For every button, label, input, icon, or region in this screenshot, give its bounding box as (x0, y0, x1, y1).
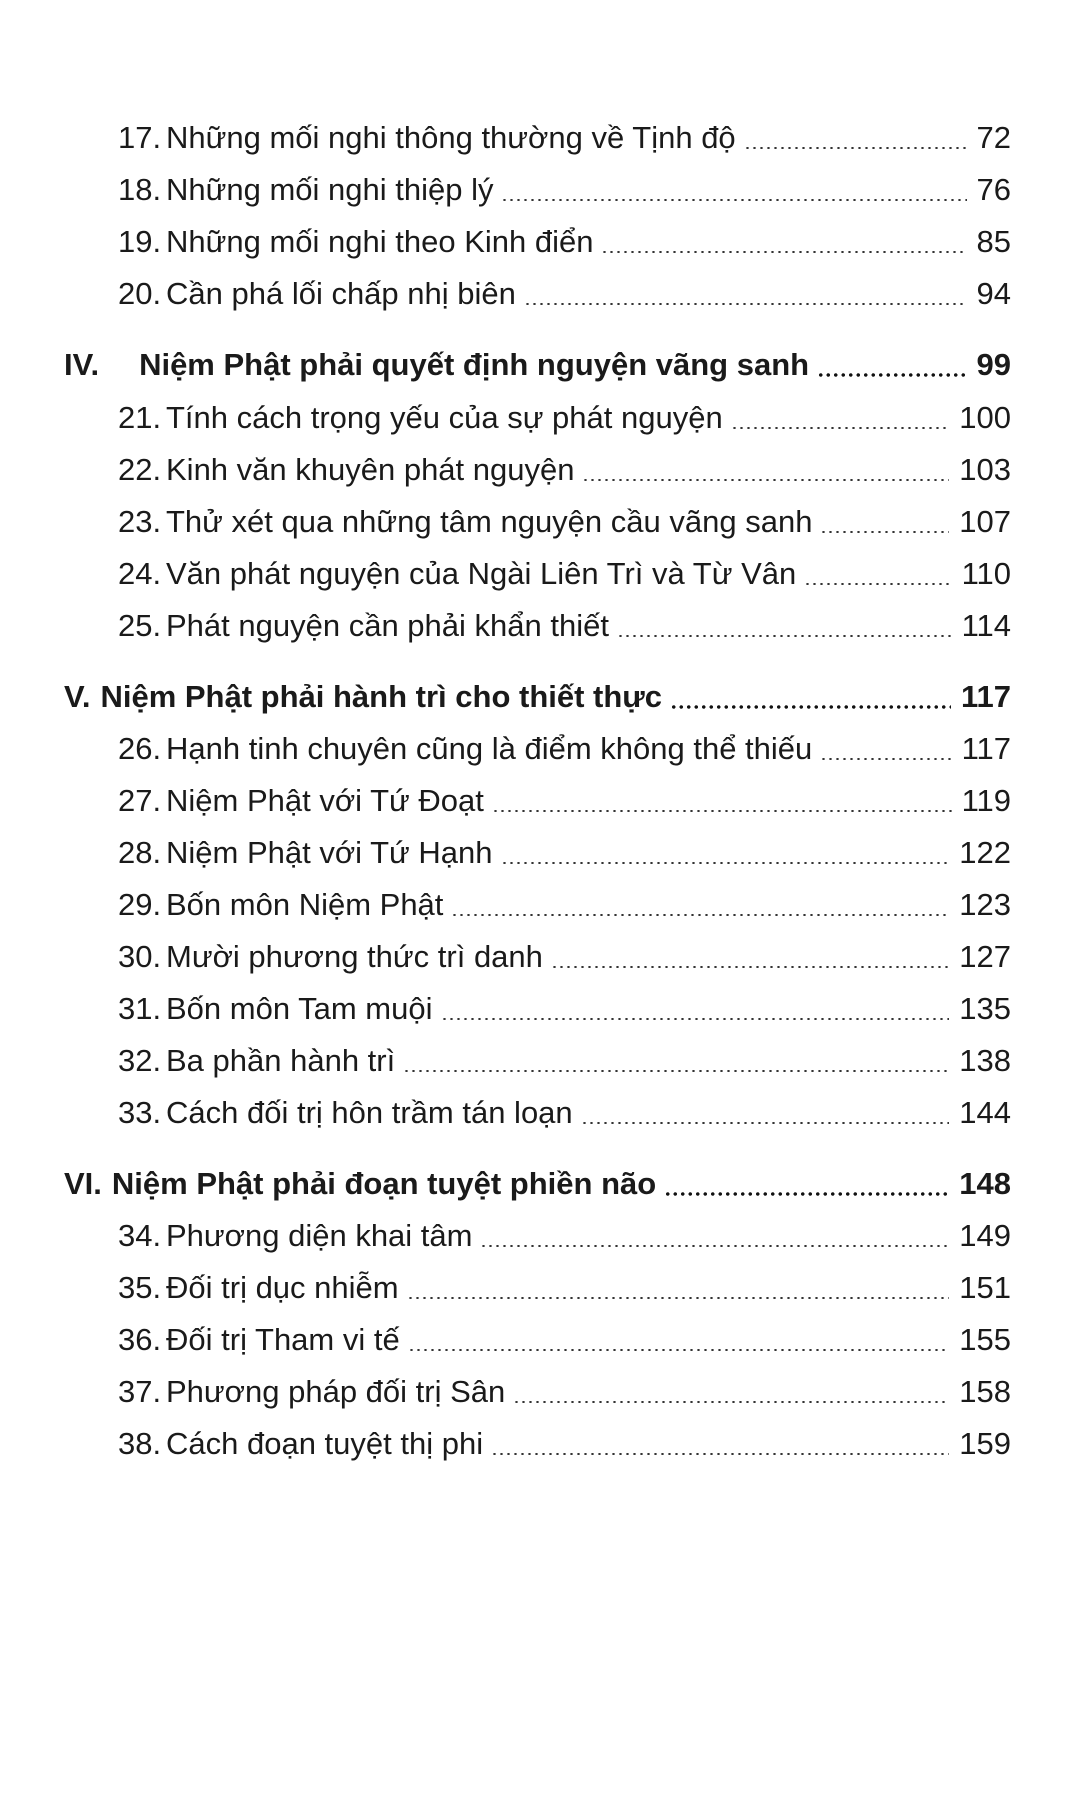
toc-entry (118, 1268, 1011, 1308)
entry-page-number: 76 (976, 172, 1011, 207)
entry-page-number: 127 (959, 939, 1011, 974)
entry-number: 32. (118, 1043, 162, 1078)
section-numeral: IV. (64, 347, 100, 382)
entry-title: Phát nguyện cần phải khẩn thiết (166, 608, 609, 643)
entry-page-number: 103 (959, 452, 1011, 487)
entry-number: 26. (118, 731, 162, 766)
toc-section-heading (64, 677, 1011, 717)
toc-section-heading (64, 345, 1011, 385)
toc-entry (118, 1372, 1011, 1412)
dot-leader (581, 1122, 950, 1124)
dot-leader (501, 862, 950, 864)
dot-leader (441, 1018, 950, 1020)
entry-page-number: 117 (961, 731, 1011, 766)
entry-title: Hạnh tinh chuyên cũng là điểm không thể thiếu (166, 731, 813, 766)
entry-title: Bốn môn Niệm Phật (166, 887, 444, 922)
toc-entry (118, 450, 1011, 490)
section-title: Niệm Phật phải quyết định nguyện vãng sanh (139, 347, 810, 382)
toc-entry (118, 398, 1011, 438)
dot-leader (408, 1349, 950, 1351)
entry-page-number: 144 (959, 1095, 1011, 1130)
toc-entry (118, 606, 1011, 646)
entry-page-number: 114 (961, 608, 1011, 643)
entry-title: Những mối nghi thiệp lý (166, 172, 494, 207)
dot-leader (451, 914, 949, 916)
dot-leader (617, 635, 952, 637)
entry-title: Kinh văn khuyên phát nguyện (166, 452, 575, 487)
dot-leader (492, 810, 952, 812)
entry-number: 30. (118, 939, 162, 974)
section-numeral: V. (64, 679, 91, 714)
entry-number: 31. (118, 991, 162, 1026)
entry-number: 18. (118, 172, 162, 207)
entry-number: 17. (118, 120, 162, 155)
dot-leader (744, 147, 967, 149)
toc-entry (118, 118, 1011, 158)
section-page-number: 99 (976, 347, 1011, 382)
entry-title: Phương pháp đối trị Sân (166, 1374, 506, 1409)
section-title: Niệm Phật phải hành trì cho thiết thực (100, 679, 662, 714)
entry-number: 25. (118, 608, 162, 643)
toc-entry (118, 781, 1011, 821)
dot-leader (551, 966, 949, 968)
entry-number: 38. (118, 1426, 162, 1461)
toc-entry (118, 170, 1011, 210)
entry-title: Những mối nghi theo Kinh điển (166, 224, 594, 259)
entry-title: Văn phát nguyện của Ngài Liên Trì và Từ Vân (166, 556, 797, 591)
dot-leader (670, 705, 951, 709)
entry-page-number: 158 (959, 1374, 1011, 1409)
dot-leader (731, 427, 950, 429)
entry-title: Bốn môn Tam muội (166, 991, 433, 1026)
entry-number: 29. (118, 887, 162, 922)
entry-title: Cách đối trị hôn trầm tán loạn (166, 1095, 573, 1130)
entry-title: Ba phần hành trì (166, 1043, 396, 1078)
toc-entry (118, 1424, 1011, 1464)
entry-page-number: 119 (961, 783, 1011, 818)
toc-entry (118, 885, 1011, 925)
dot-leader (407, 1297, 950, 1299)
section-page-number: 148 (959, 1166, 1011, 1201)
toc-entry (118, 729, 1011, 769)
entry-number: 23. (118, 504, 162, 539)
dot-leader (820, 758, 951, 760)
toc-entry (118, 1320, 1011, 1360)
toc-entry (118, 1216, 1011, 1256)
dot-leader (817, 373, 966, 377)
entry-title: Thử xét qua những tâm nguyện cầu vãng sanh (166, 504, 813, 539)
entry-title: Phương diện khai tâm (166, 1218, 473, 1253)
entry-page-number: 155 (959, 1322, 1011, 1357)
entry-number: 36. (118, 1322, 162, 1357)
section-numeral: VI. (64, 1166, 102, 1201)
entry-title: Đối trị Tham vi tế (166, 1322, 400, 1357)
entry-title: Niệm Phật với Tứ Đoạt (166, 783, 484, 818)
toc-entry (118, 833, 1011, 873)
dot-leader (582, 479, 949, 481)
dot-leader (664, 1192, 949, 1196)
toc-entry (118, 989, 1011, 1029)
dot-leader (403, 1070, 949, 1072)
entry-page-number: 149 (959, 1218, 1011, 1253)
toc-entry (118, 554, 1011, 594)
entry-title: Đối trị dục nhiễm (166, 1270, 399, 1305)
section-title: Niệm Phật phải đoạn tuyệt phiền não (111, 1166, 657, 1201)
entry-title: Mười phương thức trì danh (166, 939, 543, 974)
toc-section-heading (64, 1164, 1011, 1204)
dot-leader (601, 251, 966, 253)
entry-page-number: 94 (976, 276, 1011, 311)
section-page-number: 117 (960, 679, 1011, 714)
entry-page-number: 159 (959, 1426, 1011, 1461)
entry-page-number: 100 (959, 400, 1011, 435)
entry-page-number: 151 (959, 1270, 1011, 1305)
entry-page-number: 72 (976, 120, 1011, 155)
dot-leader (524, 303, 967, 305)
toc-entry (118, 937, 1011, 977)
entry-page-number: 138 (959, 1043, 1011, 1078)
toc-entry (118, 502, 1011, 542)
entry-number: 35. (118, 1270, 162, 1305)
toc-entry (118, 222, 1011, 262)
entry-number: 33. (118, 1095, 162, 1130)
entry-number: 20. (118, 276, 162, 311)
dot-leader (804, 583, 951, 585)
entry-title: Tính cách trọng yếu của sự phát nguyện (166, 400, 723, 435)
dot-leader (480, 1245, 949, 1247)
entry-number: 19. (118, 224, 162, 259)
entry-title: Cách đoạn tuyệt thị phi (166, 1426, 484, 1461)
toc-entry (118, 1041, 1011, 1081)
entry-number: 34. (118, 1218, 162, 1253)
dot-leader (820, 531, 949, 533)
entry-title: Những mối nghi thông thường về Tịnh độ (166, 120, 736, 155)
entry-page-number: 135 (959, 991, 1011, 1026)
entry-title: Niệm Phật với Tứ Hạnh (166, 835, 493, 870)
entry-number: 28. (118, 835, 162, 870)
entry-number: 21. (118, 400, 162, 435)
entry-number: 24. (118, 556, 162, 591)
entry-title: Cần phá lối chấp nhị biên (166, 276, 516, 311)
entry-page-number: 85 (976, 224, 1011, 259)
entry-page-number: 110 (961, 556, 1011, 591)
dot-leader (513, 1401, 949, 1403)
entry-number: 27. (118, 783, 162, 818)
toc-entry (118, 1093, 1011, 1133)
entry-page-number: 123 (959, 887, 1011, 922)
dot-leader (501, 199, 966, 201)
entry-page-number: 107 (959, 504, 1011, 539)
toc-entry (118, 274, 1011, 314)
dot-leader (491, 1453, 949, 1455)
entry-number: 22. (118, 452, 162, 487)
entry-page-number: 122 (959, 835, 1011, 870)
entry-number: 37. (118, 1374, 162, 1409)
